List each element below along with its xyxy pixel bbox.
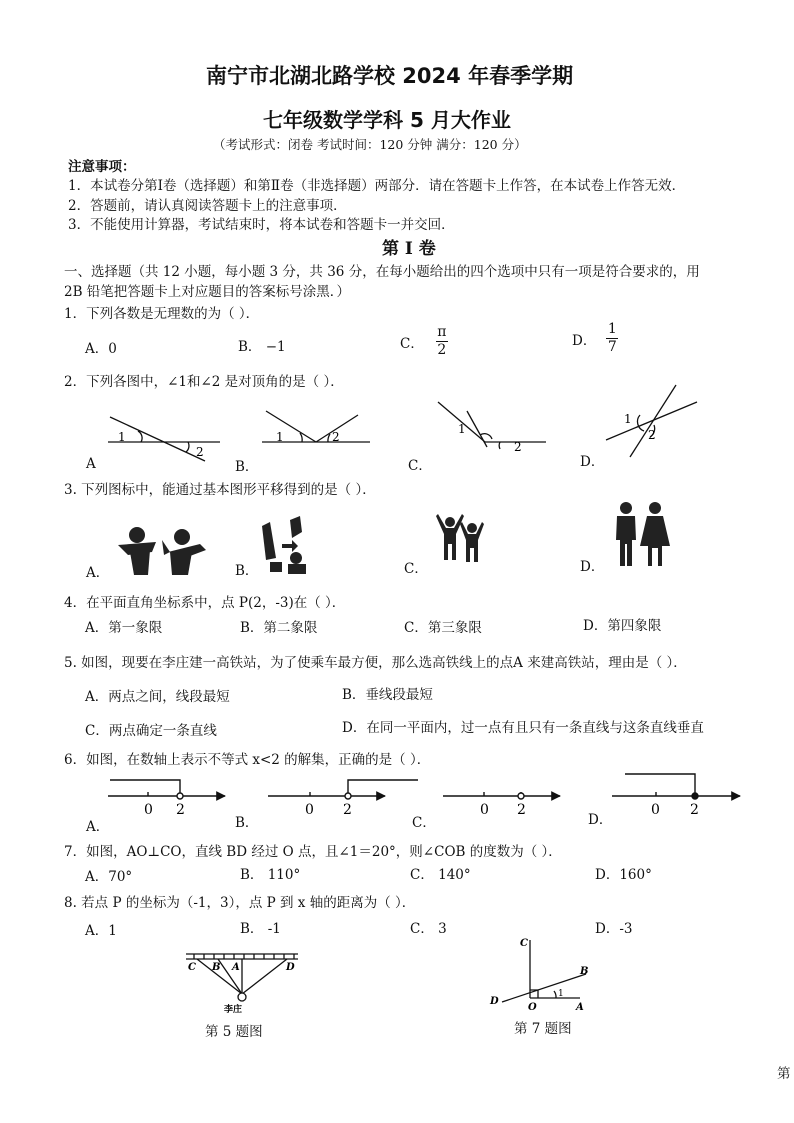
q6-option-a: A． xyxy=(86,819,110,835)
q2-a-angle2: 2 xyxy=(196,445,204,459)
notes-item-3: 3．不能使用计算器，考试结束时，将本试卷和答题卡一并交回． xyxy=(68,217,455,233)
q6-stem: 6．如图，在数轴上表示不等式 x<2 的解集，正确的是（ ）． xyxy=(64,752,431,768)
q6-a-two: 2 xyxy=(176,802,185,818)
fig5-village-label: 李庄 xyxy=(224,1005,243,1015)
notes-item-2: 2．答题前，请认真阅读答题卡上的注意事项． xyxy=(68,198,347,214)
q6-d-zero: 0 xyxy=(651,802,660,818)
q4-option-d: D．第四象限 xyxy=(583,618,662,634)
q1-option-c-numerator: π xyxy=(437,324,447,340)
q2-c-angle1: 1 xyxy=(458,422,466,436)
q2-a-angle1: 1 xyxy=(118,430,126,444)
q8-option-d: D．-3 xyxy=(595,921,633,937)
exam-info: （考试形式：闭卷 考试时间：120 分钟 满分：120 分） xyxy=(213,137,527,152)
fig5-label-c: C xyxy=(188,962,196,973)
section-title: 第 Ⅰ 卷 xyxy=(382,239,436,259)
q1-option-c-denominator: 2 xyxy=(437,342,447,358)
q1-option-d xyxy=(572,322,618,355)
notes-heading: 注意事项： xyxy=(68,159,136,175)
q6-option-b: B． xyxy=(235,815,259,831)
fig5-label-a: A xyxy=(232,962,240,973)
q3-option-d: D． xyxy=(580,559,605,575)
q1-option-a: A．0 xyxy=(85,341,117,357)
q2-stem: 2．下列各图中，∠1和∠2 是对顶角的是（ ）． xyxy=(64,374,344,390)
q1-option-d-denominator: 7 xyxy=(607,339,617,355)
q1-option-d-label: D． xyxy=(572,332,597,349)
q7-option-b: B． 110° xyxy=(240,867,301,883)
q3-option-b: B． xyxy=(235,563,259,579)
section-instruction-2: 2B 铅笔把答题卡上对应题目的答案标号涂黑．） xyxy=(64,284,351,300)
q5-option-c: C．两点确定一条直线 xyxy=(85,723,217,739)
figure-7 xyxy=(488,936,598,1016)
q2-figures xyxy=(0,375,794,475)
q6-b-two: 2 xyxy=(343,802,352,818)
q5-option-d: D．在同一平面内，过一点有且只有一条直线与这条直线垂直 xyxy=(342,720,704,736)
q8-option-c: C． 3 xyxy=(410,921,447,937)
q3-icon-a xyxy=(118,527,206,575)
q8-stem: 8. 若点 P 的坐标为（-1，3），点 P 到 x 轴的距离为（ ）． xyxy=(64,895,416,911)
q2-c-angle2: 2 xyxy=(514,440,522,454)
q2-option-d: D． xyxy=(580,454,605,470)
fig5-label-d: D xyxy=(286,962,295,973)
q2-b-angle2: 2 xyxy=(332,430,340,444)
q3-option-a: A． xyxy=(86,565,110,581)
q3-icons xyxy=(0,500,794,580)
page-mark: 第 xyxy=(777,1066,791,1082)
q6-a-zero: 0 xyxy=(144,802,153,818)
q1-option-d-numerator: 1 xyxy=(607,321,617,337)
q2-option-a: A xyxy=(86,456,96,472)
q4-stem: 4．在平面直角坐标系中，点 P(2，-3)在（ ）． xyxy=(64,595,346,611)
q4-option-c: C．第三象限 xyxy=(404,620,482,636)
q1-stem: 1．下列各数是无理数的为（ ）． xyxy=(64,306,260,322)
q1-option-c-fraction xyxy=(436,325,448,358)
q6-b-zero: 0 xyxy=(305,802,314,818)
q6-option-c: C． xyxy=(412,815,436,831)
q8-option-a: A．1 xyxy=(85,923,117,939)
q2-option-b: B． xyxy=(235,459,259,475)
fig7-label-o: O xyxy=(528,1002,537,1013)
q4-option-a: A．第一象限 xyxy=(85,620,163,636)
q1-option-b: B． −1 xyxy=(238,339,286,355)
section-instruction-1: 一、选择题（共 12 小题，每小题 3 分，共 36 分，在每小题给出的四个选项中只有一项是符合要求的，用 xyxy=(64,264,700,280)
q3-icon-c xyxy=(436,514,484,562)
q2-b-angle1: 1 xyxy=(276,430,284,444)
q6-c-two: 2 xyxy=(517,802,526,818)
figure-5-caption: 第 5 题图 xyxy=(205,1024,263,1040)
q7-option-d: D．160° xyxy=(595,867,652,883)
q3-icon-b xyxy=(262,516,306,574)
q2-option-c: C． xyxy=(408,458,432,474)
q6-d-two: 2 xyxy=(690,802,699,818)
q8-option-b: B． -1 xyxy=(240,921,281,937)
figure-7-caption: 第 7 题图 xyxy=(514,1021,572,1037)
fig7-label-b: B xyxy=(580,966,589,977)
q6-option-d: D． xyxy=(588,812,613,828)
fig7-label-a: A xyxy=(576,1002,584,1013)
q2-figure-d xyxy=(606,385,697,457)
fig7-label-c: C xyxy=(520,938,528,949)
q2-d-angle2: 2 xyxy=(648,428,656,442)
q7-stem: 7．如图，AO⊥CO，直线 BD 经过 O 点，且∠1＝20°，则∠COB 的度数为（ ）． xyxy=(64,844,562,860)
q1-option-d-fraction xyxy=(606,322,618,355)
title-line2: 七年级数学学科 5 月大作业 xyxy=(263,108,511,132)
q5-option-a: A．两点之间，线段最短 xyxy=(85,689,230,705)
fig5-label-b: B xyxy=(212,962,221,973)
q3-icon-d xyxy=(616,502,670,566)
q7-option-a: A．70° xyxy=(85,869,133,885)
q3-stem: 3. 下列图标中，能通过基本图形平移得到的是（ ）． xyxy=(64,482,376,498)
title-line1: 南宁市北湖北路学校 2024 年春季学期 xyxy=(206,64,574,88)
q2-d-angle1: 1 xyxy=(624,412,632,426)
q1-option-c-label: C． xyxy=(400,335,424,352)
q4-option-b: B．第二象限 xyxy=(240,620,318,636)
q6-number-lines xyxy=(0,770,794,820)
fig7-label-d: D xyxy=(490,996,499,1007)
notes-item-1: 1．本试卷分第Ⅰ卷（选择题）和第Ⅱ卷（非选择题）两部分．请在答题卡上作答，在本试卷上作答无效． xyxy=(68,178,686,194)
q5-option-b: B．垂线段最短 xyxy=(342,687,433,703)
fig7-label-angle1: 1 xyxy=(558,989,564,999)
q2-figure-c xyxy=(438,402,546,449)
q5-stem: 5. 如图，现要在李庄建一高铁站，为了使乘车最方便，那么选高铁线上的点A 来建高铁站，理由是（ ）． xyxy=(64,655,687,671)
q1-option-c xyxy=(400,325,448,358)
q3-option-c: C． xyxy=(404,561,428,577)
figure-5 xyxy=(182,946,302,1016)
q6-c-zero: 0 xyxy=(480,802,489,818)
q7-option-c: C． 140° xyxy=(410,867,471,883)
